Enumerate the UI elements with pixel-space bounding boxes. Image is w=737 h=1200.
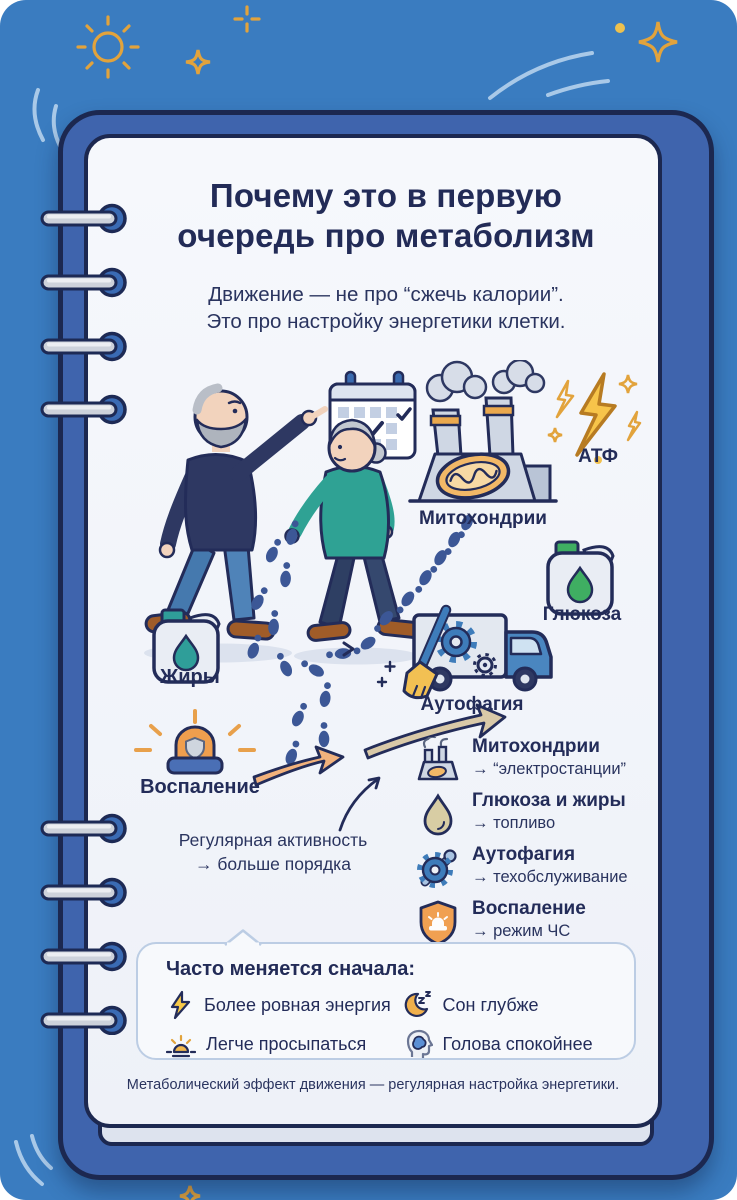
changes-callout (136, 942, 636, 1060)
label-autophagy: Аутофагия (420, 694, 524, 715)
callout-notch (224, 929, 262, 946)
title-line-2: очередь про метаболизм (177, 216, 595, 254)
mitochondria-factory-icon (410, 360, 556, 504)
moon-icon (403, 990, 433, 1020)
change-item-energy (166, 990, 397, 1020)
legend-text (472, 899, 586, 941)
activity-note-line-2: → больше порядка (195, 854, 351, 875)
drop-icon (416, 791, 460, 837)
gear-wrench-icon (416, 845, 460, 891)
diamond-sparkle-icon (639, 22, 677, 62)
label-mitochondria: Митохондрии (419, 508, 547, 529)
legend-row-fuel (416, 791, 666, 837)
changes-grid (166, 990, 616, 1060)
diamond-sparkle-icon (180, 1186, 200, 1200)
change-label: Сон глубже (442, 994, 539, 1015)
lightning-icon (166, 990, 194, 1020)
footer-note: Метаболический эффект движения — регулярная настройка энергетики. (126, 1077, 620, 1093)
changes-title: Часто меняется сначала: (166, 958, 416, 980)
page-subtitle (106, 281, 666, 335)
plus-sparkle-icon (235, 7, 259, 31)
change-label: Легче просыпаться (206, 1033, 367, 1054)
legend-title: Глюкоза и жиры (472, 790, 626, 811)
shield-siren-icon (416, 899, 460, 947)
inflammation-siren-icon (136, 711, 254, 773)
label-atp: АТФ (578, 446, 618, 467)
activity-note-line-1: Регулярная активность (178, 830, 368, 850)
label-inflammation: Воспаление (140, 776, 260, 798)
legend-row-mitochondria (416, 737, 666, 783)
change-item-mind (403, 1028, 616, 1060)
title-line-1: Почему это в первую (209, 177, 563, 214)
legend-text (472, 791, 626, 833)
legend-desc: → техобслуживание (472, 867, 628, 886)
change-label: Голова спокойнее (442, 1033, 593, 1054)
head-icon (403, 1028, 433, 1060)
legend-title: Аутофагия (472, 844, 576, 865)
legend (416, 737, 666, 955)
legend-text (472, 737, 626, 779)
activity-note (158, 828, 388, 876)
legend-title: Митохондрии (472, 736, 600, 757)
legend-desc: → топливо (472, 813, 556, 832)
label-glucose: Глюкоза (542, 604, 622, 625)
legend-row-inflammation (416, 899, 666, 947)
change-label: Более ровная энергия (204, 994, 391, 1015)
sun-icon (78, 17, 138, 77)
legend-desc: → режим ЧС (472, 921, 571, 940)
dot-sparkle (615, 23, 625, 33)
legend-desc: → “электростанции” (472, 759, 627, 778)
factory-icon (416, 737, 460, 783)
legend-row-autophagy (416, 845, 666, 891)
change-item-wakeup (166, 1028, 397, 1060)
legend-title: Воспаление (472, 898, 586, 919)
subtitle-line-2: Это про настройку энергетики клетки. (206, 310, 566, 334)
page-title (106, 176, 666, 255)
subtitle-line-1: Движение — не про “сжечь калории”. (208, 283, 564, 306)
sunrise-icon (166, 1029, 196, 1059)
change-item-sleep (403, 990, 616, 1020)
label-fats: Жиры (160, 666, 220, 688)
diamond-sparkle-icon (186, 50, 210, 74)
legend-text (472, 845, 628, 887)
binder-rings (30, 195, 140, 1035)
